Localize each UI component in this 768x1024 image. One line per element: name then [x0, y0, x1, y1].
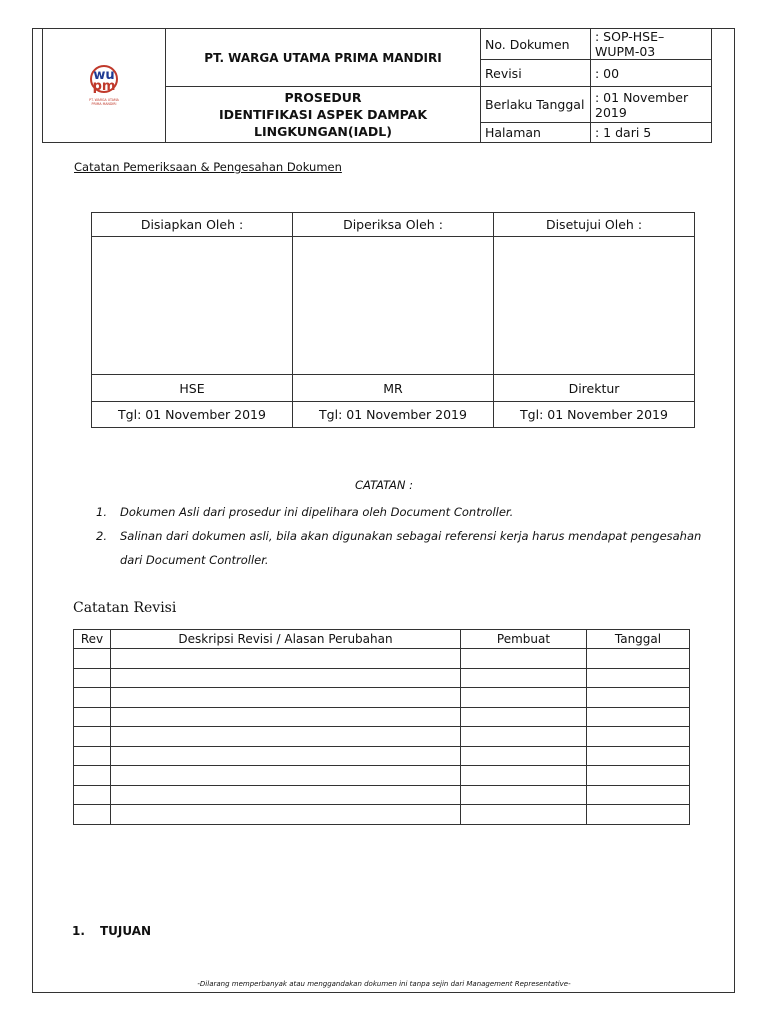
revision-cell — [587, 649, 690, 669]
revision-table — [73, 629, 690, 825]
date-col-header: Tanggal — [587, 630, 690, 649]
revision-cell — [587, 766, 690, 786]
revision-row — [74, 668, 690, 688]
rev-col-header: Rev — [74, 630, 111, 649]
revision-cell — [74, 766, 111, 786]
meta-label-no-dokumen: No. Dokumen — [481, 29, 591, 60]
role-mr: MR — [293, 375, 494, 402]
approval-table — [91, 212, 695, 428]
meta-value-halaman: : 1 dari 5 — [591, 123, 712, 143]
revision-cell — [111, 805, 461, 825]
revision-row — [74, 805, 690, 825]
notes-title: CATATAN : — [354, 478, 414, 492]
notes-list — [96, 500, 706, 572]
revision-cell — [461, 688, 587, 708]
revision-cell — [587, 668, 690, 688]
revision-cell — [587, 805, 690, 825]
procedure-line: IDENTIFIKASI ASPEK DAMPAK — [218, 107, 428, 122]
revision-cell — [74, 746, 111, 766]
note-item — [96, 524, 706, 572]
revision-cell — [74, 785, 111, 805]
prepared-by-header: Disiapkan Oleh : — [92, 213, 293, 237]
revision-cell — [461, 668, 587, 688]
svg-text:PT. WARGA UTAMA: PT. WARGA UTAMA — [89, 98, 119, 102]
revision-cell — [111, 649, 461, 669]
revision-cell — [587, 707, 690, 727]
revision-row — [74, 785, 690, 805]
meta-label-revisi: Revisi — [481, 60, 591, 87]
revision-title: Catatan Revisi — [73, 600, 177, 616]
checked-by-header: Diperiksa Oleh : — [293, 213, 494, 237]
meta-value-revisi: : 00 — [591, 60, 712, 87]
svg-text:pm: pm — [92, 79, 116, 94]
approval-date: Tgl: 01 November 2019 — [293, 402, 494, 428]
revision-cell — [111, 746, 461, 766]
meta-value-no-dokumen: : SOP-HSE–WUPM-03 — [591, 29, 712, 60]
note-number: 1. — [96, 505, 107, 519]
signature-box — [293, 237, 494, 375]
company-name: PT. WARGA UTAMA PRIMA MANDIRI — [166, 29, 481, 87]
revision-cell — [111, 707, 461, 727]
procedure-line: PROSEDUR — [284, 90, 362, 105]
section-tujuan — [72, 924, 151, 938]
approved-by-header: Disetujui Oleh : — [494, 213, 695, 237]
revision-cell — [74, 688, 111, 708]
revision-row — [74, 746, 690, 766]
revision-cell — [461, 785, 587, 805]
revision-cell — [587, 727, 690, 747]
note-text: Salinan dari dokumen asli, bila akan digunakan sebagai referensi kerja harus mendapat pengesahan dari Document Controller. — [120, 529, 702, 567]
role-direktur: Direktur — [494, 375, 695, 402]
approval-date: Tgl: 01 November 2019 — [92, 402, 293, 428]
section-title: TUJUAN — [100, 924, 152, 938]
document-header — [42, 28, 712, 143]
note-number: 2. — [96, 529, 107, 543]
revision-cell — [587, 785, 690, 805]
revision-cell — [74, 727, 111, 747]
description-col-header: Deskripsi Revisi / Alasan Perubahan — [111, 630, 461, 649]
meta-label-berlaku: Berlaku Tanggal — [481, 87, 591, 123]
note-text: Dokumen Asli dari prosedur ini dipelihara oleh Document Controller. — [120, 505, 514, 519]
svg-text:PRIMA MANDIRI: PRIMA MANDIRI — [91, 102, 117, 106]
revision-cell — [74, 805, 111, 825]
revision-cell — [111, 727, 461, 747]
revision-cell — [461, 766, 587, 786]
revision-cell — [461, 707, 587, 727]
revision-cell — [111, 785, 461, 805]
signature-box — [494, 237, 695, 375]
revision-cell — [111, 668, 461, 688]
meta-value-berlaku: : 01 November 2019 — [591, 87, 712, 123]
note-item — [96, 500, 706, 524]
revision-cell — [111, 766, 461, 786]
approval-date: Tgl: 01 November 2019 — [494, 402, 695, 428]
revision-row — [74, 649, 690, 669]
procedure-title — [166, 87, 481, 143]
role-hse: HSE — [92, 375, 293, 402]
revision-cell — [74, 649, 111, 669]
revision-row — [74, 766, 690, 786]
revision-cell — [587, 746, 690, 766]
author-col-header: Pembuat — [461, 630, 587, 649]
section-number: 1. — [72, 924, 85, 938]
wupm-logo-icon — [78, 59, 130, 109]
revision-cell — [461, 805, 587, 825]
revision-cell — [111, 688, 461, 708]
revision-cell — [461, 649, 587, 669]
revision-cell — [461, 727, 587, 747]
meta-label-halaman: Halaman — [481, 123, 591, 143]
revision-rows — [74, 649, 690, 825]
signature-box — [92, 237, 293, 375]
footer-disclaimer: -Dilarang memperbanyak atau menggandakan dokumen ini tanpa sejin dari Management Representative- — [197, 980, 571, 988]
revision-cell — [74, 668, 111, 688]
revision-cell — [74, 707, 111, 727]
revision-cell — [587, 688, 690, 708]
svg-text:wu: wu — [93, 68, 115, 83]
approval-heading: Catatan Pemeriksaan & Pengesahan Dokumen — [74, 160, 342, 174]
revision-row — [74, 688, 690, 708]
revision-row — [74, 707, 690, 727]
company-logo — [43, 29, 166, 143]
revision-row — [74, 727, 690, 747]
revision-cell — [461, 746, 587, 766]
procedure-line: LINGKUNGAN(IADL) — [254, 124, 392, 139]
